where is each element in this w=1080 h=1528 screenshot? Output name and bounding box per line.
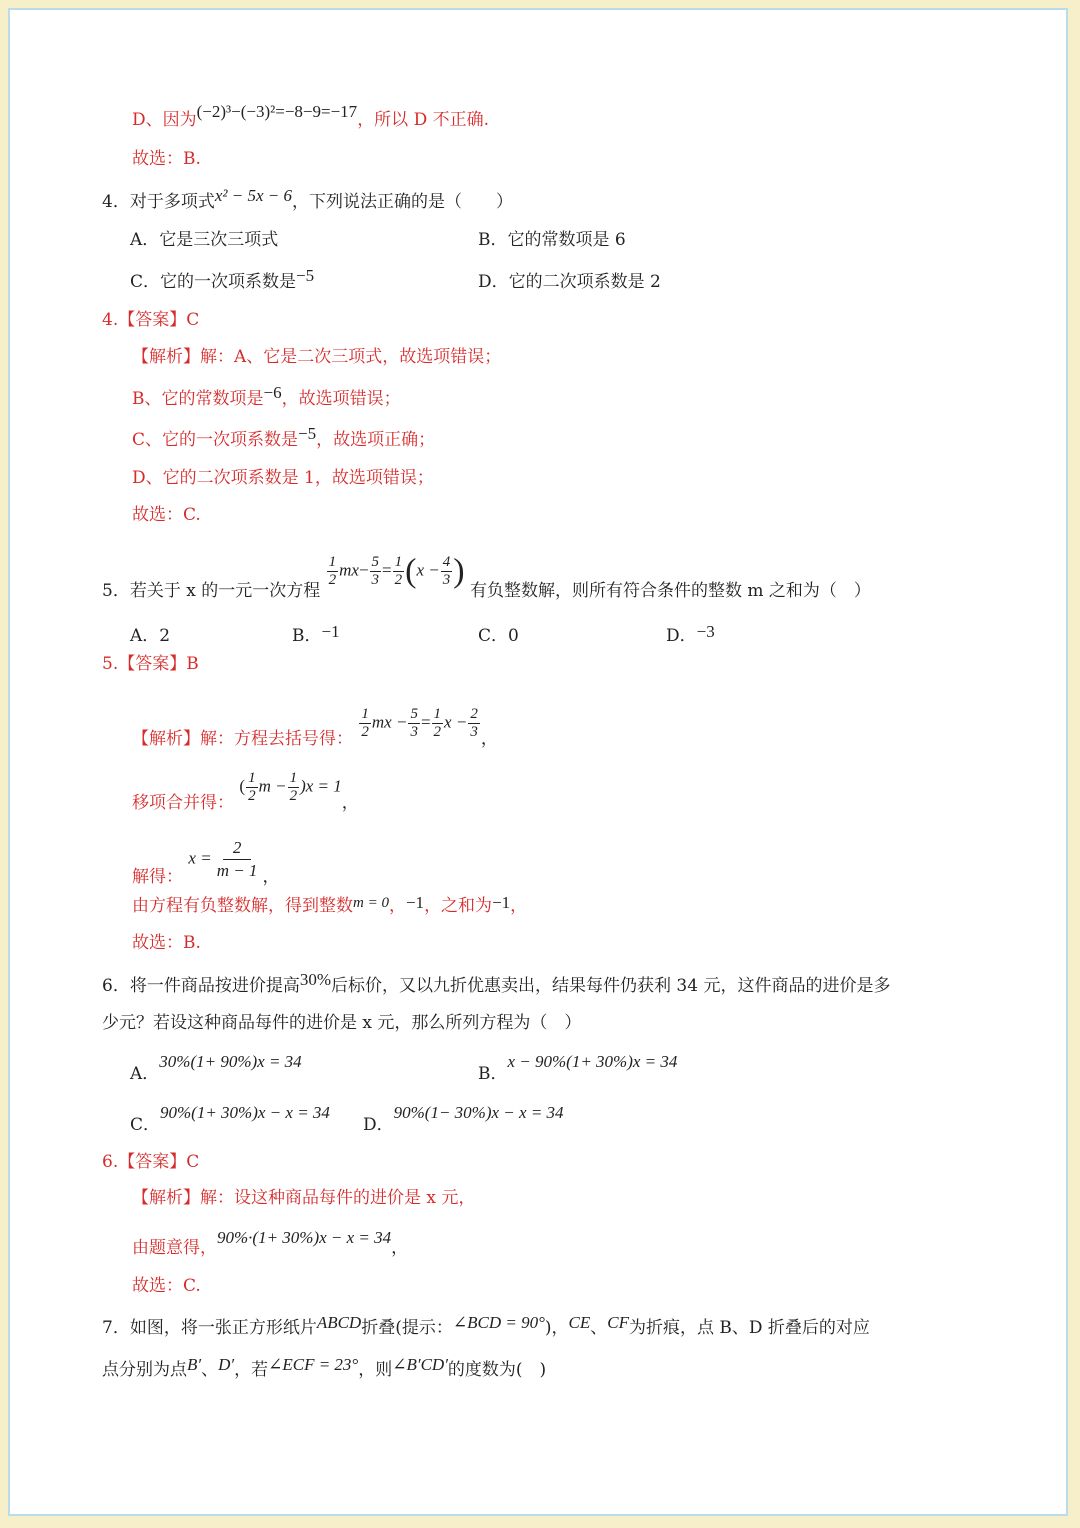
q4-option-b: B．它的常数项是 6 [478,230,626,250]
a6-answer-choice: 故选：C. [132,1276,201,1296]
fraction [432,706,444,741]
a5-explain-1 [132,706,498,757]
text: A． [130,1064,160,1084]
punctuation: ， [480,729,498,749]
denominator: 2 [361,724,369,740]
answer-6: 6.【答案】C [102,1152,200,1172]
denominator: 2 [328,572,337,588]
math-expression: ∠B′CD′ [392,1355,448,1374]
math-expression: ∠ECF = 23° [268,1355,359,1374]
a5-explain-4 [132,894,527,919]
punctuation: ， [341,793,359,813]
text: 、 [201,1360,219,1380]
text: ，则 [358,1360,393,1380]
question-7-line-2 [102,1355,547,1382]
text: 折叠(提示： [361,1318,453,1338]
text: C． [130,1115,161,1135]
fraction [213,837,262,882]
q5-option-a: A．2 [130,626,171,646]
term: x − [416,560,440,580]
q5-option-c: C．0 [478,626,519,646]
fraction [370,554,382,589]
numerator: 1 [361,706,369,722]
numerator: 5 [410,706,418,722]
a6-explain-2 [132,1228,409,1260]
answer-5: 5.【答案】B [102,654,199,674]
fraction [408,706,420,741]
math-expression: −3 [696,622,715,641]
denominator: 3 [371,572,380,588]
denominator: 2 [289,788,298,804]
q6-option-d [363,1103,564,1137]
question-6-line-1 [102,970,891,998]
text: D． [363,1115,394,1135]
a4-answer-choice: 故选：C. [132,505,201,525]
question-4 [102,186,513,214]
fraction [246,770,258,805]
math-expression: 30%(1+ 90%)x = 34 [159,1052,302,1071]
math-expression: −5 [298,424,317,443]
text: 解得： [132,867,183,887]
denominator: 2 [394,572,403,588]
text: B． [478,1064,508,1084]
q3-explain-d [132,102,490,132]
text: 由方程有负整数解，得到整数 [132,896,353,916]
math-expression: x² − 5x − 6 [214,186,292,205]
text: ，故选项正确； [316,430,436,450]
q4-option-d: D．它的二次项系数是 2 [478,272,661,292]
term: mx [339,560,359,580]
text: C．它的一次项系数是 [130,272,297,292]
text: B、它的常数项是 [132,389,264,409]
numerator: 1 [394,554,403,570]
text: )， [544,1318,569,1338]
term: )x = 1 [300,776,342,796]
operator: = [420,712,431,732]
document-page [8,8,1068,1516]
term: mx − [371,712,408,732]
math-expression: CF [607,1313,629,1332]
text: 由题意得， [132,1238,217,1258]
numerator: 2 [470,706,478,722]
term: m − [258,776,287,796]
q5-option-b [292,624,340,648]
paren: ( [405,552,417,590]
a4-explain-1: 【解析】解：A、它是二次三项式，故选项错误； [132,347,502,367]
text: ，所以 D 不正确. [357,110,490,130]
numerator: 1 [433,706,442,722]
q6-option-b [478,1052,678,1086]
text: D． [666,626,697,646]
math-expression: −5 [296,266,315,285]
punctuation: ， [262,867,280,887]
text: 的度数为( ) [447,1360,547,1380]
fraction [327,554,339,589]
term: x − [444,712,468,732]
a5-equation-3 [188,837,262,882]
punctuation: ， [391,1238,409,1258]
a5-explain-2 [132,770,359,821]
text: 为折痕，点 B、D 折叠后的对应 [628,1318,870,1338]
text: 点分别为点 [102,1360,187,1380]
fraction [441,554,453,589]
denominator: 2 [433,724,442,740]
question-5 [102,552,871,609]
text: 【解析】解：方程去括号得： [132,729,353,749]
math-expression: ∠BCD = 90° [452,1313,545,1332]
term: x = [188,848,212,868]
question-7-line-1 [102,1313,870,1340]
math-expression: D′ [218,1355,235,1374]
numerator: 1 [328,554,337,570]
denominator: 2 [248,788,256,804]
math-expression: −1 [321,622,340,641]
text: 7．如图，将一张正方形纸片 [102,1318,317,1338]
numerator: 5 [371,554,380,570]
math-expression: B′ [187,1355,202,1374]
paren: ) [453,552,465,590]
a5-equation-2 [239,770,341,805]
text: 4．对于多项式 [102,192,215,212]
numerator: 2 [223,837,252,860]
text: 、 [590,1318,608,1338]
fraction [359,706,371,741]
a6-explain-1: 【解析】解：设这种商品每件的进价是 x 元， [132,1188,476,1208]
q6-option-c [130,1103,330,1137]
fraction [393,554,405,589]
q6-option-a [130,1052,302,1086]
paren: ( [239,776,246,796]
numerator: 1 [248,770,256,786]
q4-option-a: A．它是三次三项式 [130,230,279,250]
math-expression: CE [568,1313,591,1332]
text: ，故选项错误； [281,389,401,409]
operator: = [382,560,392,580]
math-expression: −1 [492,893,511,912]
text: C、它的一次项系数是 [132,430,299,450]
math-expression: x − 90%(1+ 30%)x = 34 [507,1052,678,1071]
numerator: 1 [289,770,298,786]
text: 移项合并得： [132,793,234,813]
text: ，下列说法正确的是（ ） [291,192,513,212]
a5-answer-choice: 故选：B. [132,933,201,953]
a4-explain-2 [132,383,401,411]
math-expression: m = 0 [353,895,389,911]
text: 后标价，又以九折优惠卖出，结果每件仍获利 34 元，这件商品的进价是多 [331,976,891,996]
q3-answer-choice: 故选：B. [132,149,201,169]
math-expression: −1 [405,893,425,912]
a5-equation-1 [358,706,480,741]
text: B． [292,626,322,646]
operator: − [358,560,369,580]
text: ，之和为 [424,896,493,916]
q4-option-c [130,266,315,294]
fraction [468,706,480,741]
fraction [288,770,300,805]
text: D、因为 [132,110,197,130]
q5-equation [326,554,465,589]
text: ， [388,896,406,916]
math-expression: 90%·(1+ 30%)x − x = 34 [217,1228,392,1247]
question-6-line-2: 少元？若设这种商品每件的进价是 x 元，那么所列方程为（ ） [102,1013,582,1033]
math-expression: 90%(1+ 30%)x − x = 34 [160,1103,330,1122]
denominator: m − 1 [216,861,258,880]
math-expression: (−2)³−(−3)²=−8−9=−17 [196,102,358,121]
a4-explain-4: D、它的二次项系数是 1，故选项错误； [132,468,434,488]
a4-explain-3 [132,424,436,452]
denominator: 3 [442,572,451,588]
denominator: 3 [470,724,478,740]
math-expression: 90%(1− 30%)x − x = 34 [393,1103,564,1122]
text: ，若 [234,1360,269,1380]
math-expression: −6 [263,383,282,402]
math-expression: ABCD [316,1313,362,1332]
text: 6．将一件商品按进价提高 [102,976,300,996]
answer-4: 4.【答案】C [102,310,200,330]
text: ， [510,896,528,916]
text: 5．若关于 x 的一元一次方程 [102,581,321,601]
q5-option-d [666,624,715,648]
denominator: 3 [410,724,418,740]
text: 有负整数解，则所有符合条件的整数 m 之和为（ ） [469,581,871,601]
numerator: 4 [442,554,451,570]
math-expression: 30% [299,970,331,989]
